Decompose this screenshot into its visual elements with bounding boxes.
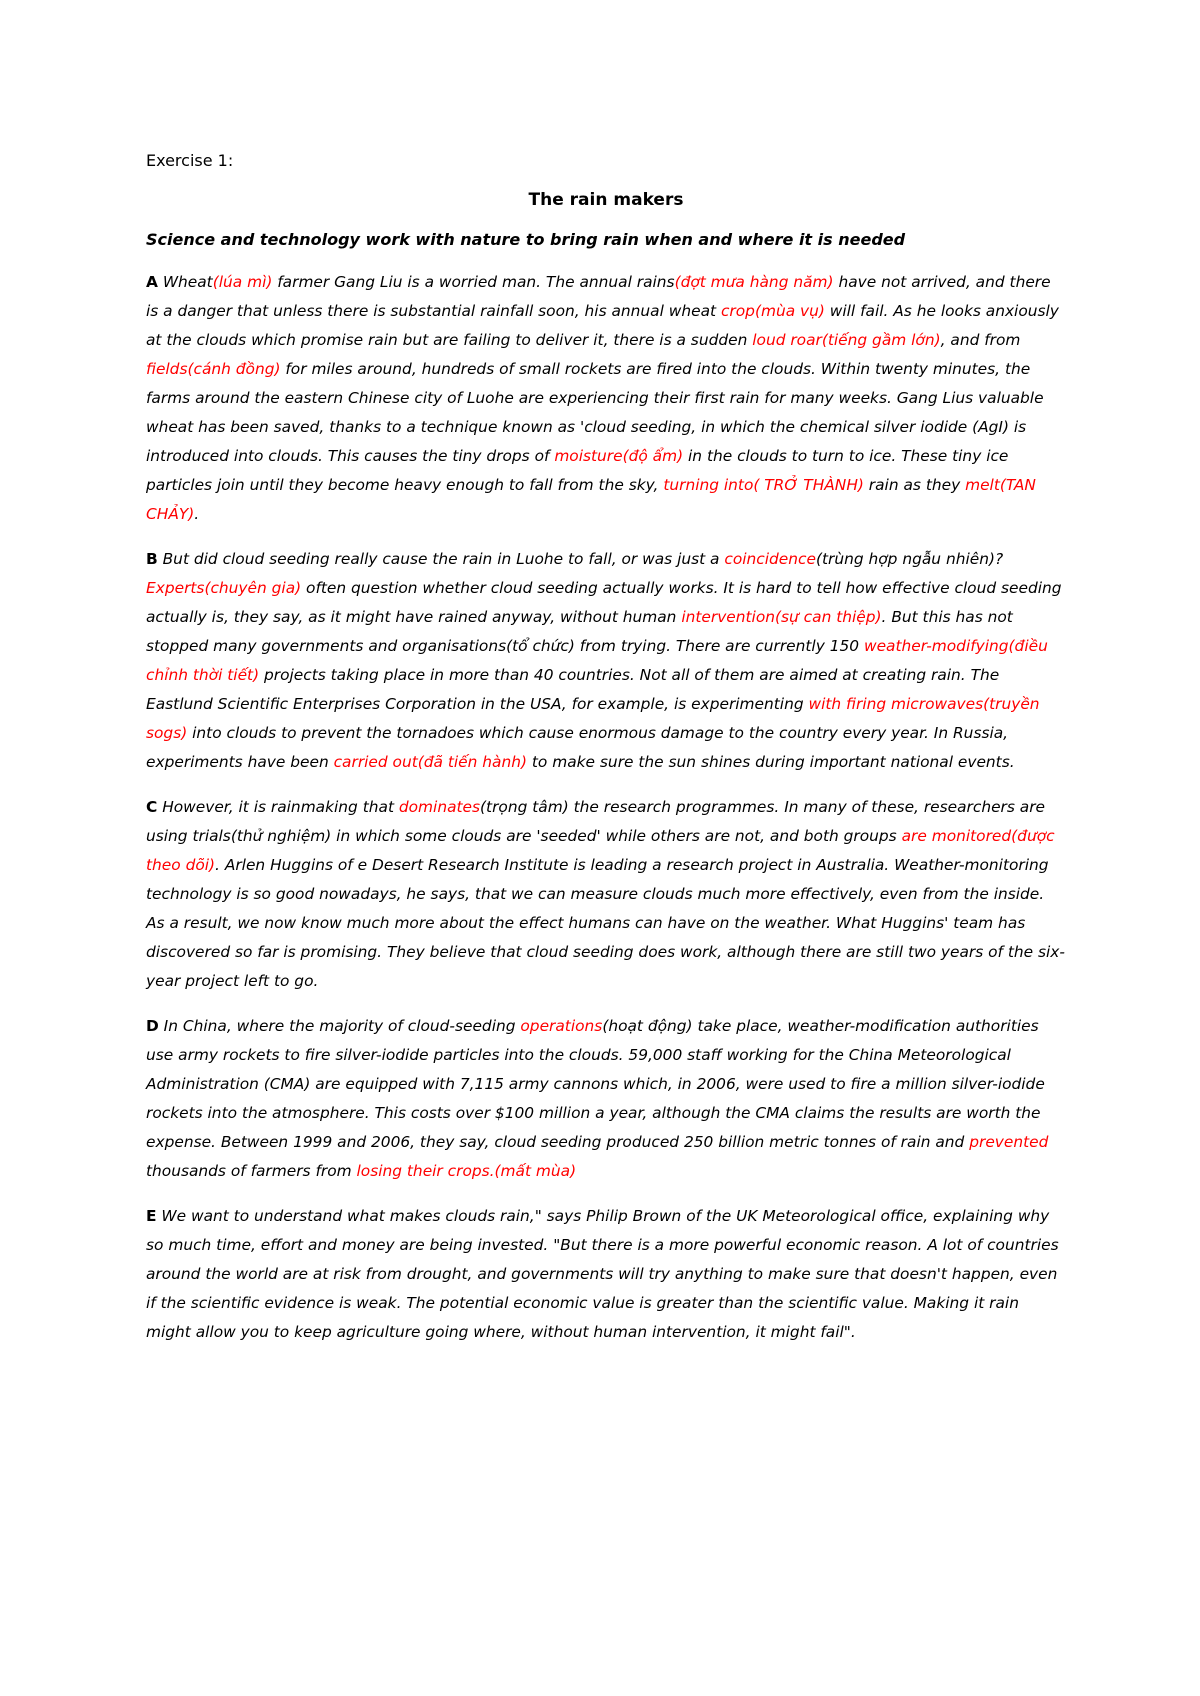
paragraph-text: will fail. As he looks anxiously at the clouds which promise rain but are failing to deliver it, there is a sudden xyxy=(146,302,1059,349)
vocabulary-annotation: moisture(độ ẩm) xyxy=(554,447,684,465)
paragraph-text: Wheat xyxy=(157,273,213,291)
paragraph-text: However, it is rainmaking that xyxy=(157,798,399,816)
vocabulary-annotation: carried out(đã tiến hành) xyxy=(333,753,527,771)
vocabulary-annotation: prevented xyxy=(969,1133,1049,1151)
vocabulary-annotation: fields(cánh đồng) xyxy=(146,360,281,378)
vocabulary-annotation: are monitored(được theo dõi) xyxy=(146,827,1055,874)
vocabulary-annotation: operations xyxy=(520,1017,603,1035)
paragraph-text: , and from xyxy=(940,331,1021,349)
paragraph-letter: B xyxy=(146,550,158,568)
vocabulary-annotation: crop(mùa vụ) xyxy=(720,302,825,320)
paragraph-text: in the clouds to turn to ice. These tiny ice particles join until they become heavy enough to fall from the sky, xyxy=(146,447,1009,494)
paragraph-text: (hoạt động) take place, weather-modification authorities use army rockets to fire silver-iodide particles into the clouds. 59,000 staff working for the China Meteorological Administration (CMA) are equipped with 7,115 army cannons which, in 2006, were used to fire a million silver-iodide rockets into the atmosphere. This costs over $100 million a year, although the CMA claims the results are worth the expense. Between 1999 and 2006, they say, cloud seeding produced 250 billion metric tonnes of rain and xyxy=(146,1017,1045,1151)
vocabulary-annotation: (đợt mưa hàng năm) xyxy=(674,273,834,291)
vocabulary-annotation: Experts(chuyên gia) xyxy=(146,579,302,597)
paragraph-text: . xyxy=(194,505,200,523)
vocabulary-annotation: losing their crops.(mất mùa) xyxy=(356,1162,577,1180)
paragraph-text: But did cloud seeding really cause the rain in Luohe to fall, or was just a xyxy=(157,550,725,568)
paragraph-d xyxy=(146,1012,1066,1186)
document-subtitle: Science and technology work with nature to bring rain when and where it is needed xyxy=(146,230,906,249)
paragraph-text: (trọng tâm) the research programmes. In many of these, researchers are using trials(thử nghiệm) in which some clouds are 'seeded' while others are not, and both groups xyxy=(146,798,1046,845)
paragraph-letter: D xyxy=(146,1017,159,1035)
paragraph-text: rain as they xyxy=(863,476,966,494)
paragraph-list xyxy=(146,268,1066,1347)
paragraph-text: thousands of farmers from xyxy=(146,1162,357,1180)
document-title: The rain makers xyxy=(528,190,684,210)
paragraph-a xyxy=(146,268,1066,529)
paragraph-text: In China, where the majority of cloud-seeding xyxy=(158,1017,521,1035)
paragraph-text: . But this has not stopped many governments and organisations(tổ chức) from trying. There are currently 150 xyxy=(146,608,1013,655)
paragraph-text: to make sure the sun shines during important national events. xyxy=(526,753,1015,771)
vocabulary-annotation: (lúa mì) xyxy=(212,273,273,291)
exercise-label: Exercise 1: xyxy=(146,151,234,170)
paragraph-text: into clouds to prevent the tornadoes which cause enormous damage to the country every year. In Russia, experiments have been xyxy=(146,724,1009,771)
paragraph-c xyxy=(146,793,1066,996)
paragraph-text: farmer Gang Liu is a worried man. The annual rains xyxy=(272,273,675,291)
paragraph-letter: A xyxy=(146,273,158,291)
paragraph-text: projects taking place in more than 40 countries. Not all of them are aimed at creating rain. The Eastlund Scientific Enterprises Corporation in the USA, for example, is experimenting xyxy=(146,666,1000,713)
paragraph-text: for miles around, hundreds of small rockets are fired into the clouds. Within twenty minutes, the farms around the eastern Chinese city of Luohe are experiencing their first rain for many weeks. Gang Lius valuable wheat has been saved, thanks to a technique known as 'cloud seeding, in which the chemical silver iodide (AgI) is introduced into clouds. This causes the tiny drops of xyxy=(146,360,1044,465)
paragraph-text: . Arlen Huggins of e Desert Research Institute is leading a research project in Australia. Weather-monitoring technology is so good nowadays, he says, that we can measure clouds much more effectively, even from the inside. As a result, we now know much more about the effect humans can have on the weather. What Huggins' team has discovered so far is promising. They believe that cloud seeding does work, although there are still two years of the six-year project left to go. xyxy=(146,856,1065,990)
vocabulary-annotation: dominates xyxy=(398,798,481,816)
vocabulary-annotation: with firing microwaves(truyền sogs) xyxy=(146,695,1040,742)
paragraph-b xyxy=(146,545,1066,777)
vocabulary-annotation: coincidence xyxy=(724,550,816,568)
vocabulary-annotation: turning into( TRỞ THÀNH) xyxy=(663,476,864,494)
paragraph-text: (trùng hợp ngẫu nhiên)? xyxy=(815,550,1004,568)
paragraph-text: We want to understand what makes clouds rain," says Philip Brown of the UK Meteorological office, explaining why so much time, effort and money are being invested. "But there is a more powerful economic reason. A lot of countries around the world are at risk from drought, and governments will try anything to make sure that doesn't happen, even if the scientific evidence is weak. The potential economic value is greater than the scientific value. Making it rain might allow you to keep agriculture going where, without human intervention, it might fail". xyxy=(146,1207,1059,1341)
paragraph-text: have not arrived, and there is a danger that unless there is substantial rainfall soon, his annual wheat xyxy=(146,273,1051,320)
vocabulary-annotation: melt(TAN CHẢY) xyxy=(146,476,1036,523)
document-page xyxy=(146,150,1066,1363)
vocabulary-annotation: weather-modifying(điều chỉnh thời tiết) xyxy=(146,637,1048,684)
paragraph-e xyxy=(146,1202,1066,1347)
paragraph-letter: E xyxy=(146,1207,157,1225)
vocabulary-annotation: loud roar(tiếng gầm lớn) xyxy=(752,331,941,349)
paragraph-text: often question whether cloud seeding actually works. It is hard to tell how effective cloud seeding actually is, they say, as it might have rained anyway, without human xyxy=(146,579,1062,626)
paragraph-letter: C xyxy=(146,798,158,816)
vocabulary-annotation: intervention(sự can thiệp) xyxy=(681,608,882,626)
